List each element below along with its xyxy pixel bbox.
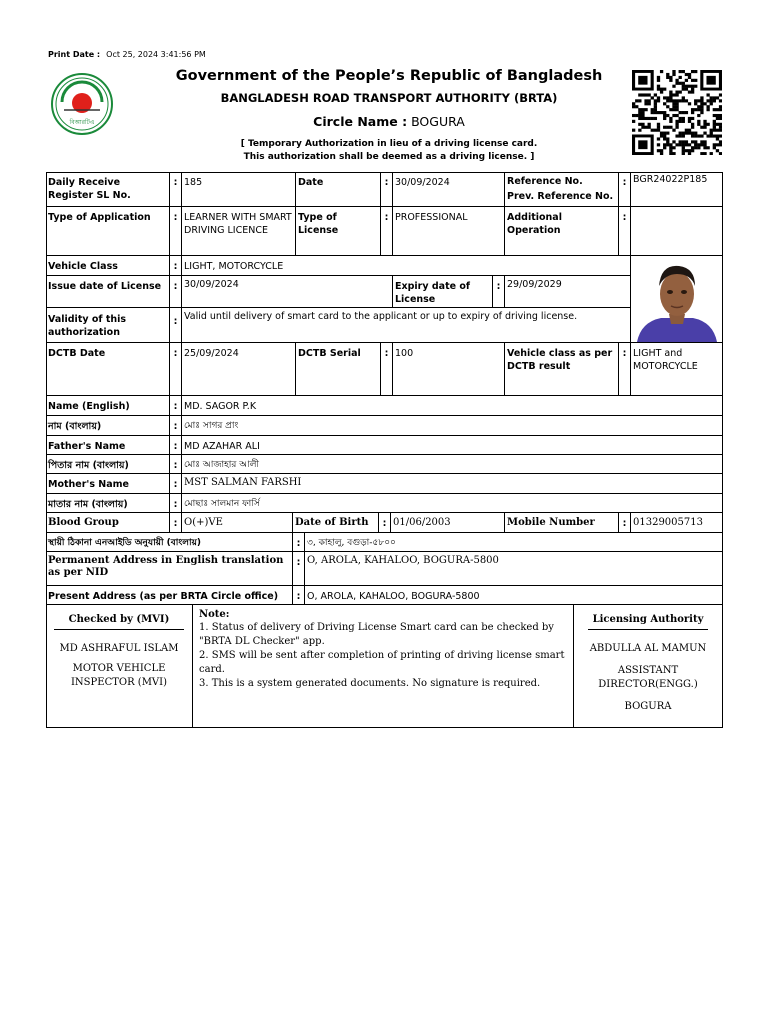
note-line-1: [ Temporary Authorization in lieu of a driving license card.: [240, 139, 538, 149]
colon: :: [170, 513, 182, 533]
permanent-address-english-value: O, AROLA, KAHALOO, BOGURA-5800: [305, 552, 723, 586]
colon: :: [619, 207, 631, 256]
name-english-label: Name (English): [46, 396, 170, 416]
colon: :: [493, 276, 505, 308]
vehicle-class-value: LIGHT, MOTORCYCLE: [182, 256, 631, 276]
permanent-address-bangla-value: ৩, কাহালু, বগুড়া-৫৮০০: [305, 533, 723, 552]
register-label: Daily Receive Register SL No.: [46, 172, 170, 207]
mobile-label: Mobile Number: [505, 513, 619, 533]
name-bangla-label: নাম (বাংলায়): [46, 416, 170, 436]
note-item: 1. Status of delivery of Driving License Smart card can be checked by "BRTA DL Checker" app.: [199, 622, 554, 647]
circle-value: BOGURA: [411, 114, 465, 129]
circle-name: [150, 114, 628, 129]
father-name-label: Father's Name: [46, 436, 170, 455]
type-application-label: Type of Application: [46, 207, 170, 256]
issue-date-value: 30/09/2024: [182, 276, 393, 308]
colon: :: [170, 308, 182, 343]
expiry-date-value: 29/09/2029: [505, 276, 631, 308]
colon: :: [170, 343, 182, 396]
authority-name: ABDULLA AL MAMUN: [589, 643, 707, 654]
type-application-value: LEARNER WITH SMART DRIVING LICENCE: [182, 207, 296, 256]
dctb-class-label: Vehicle class as per DCTB result: [505, 343, 619, 396]
colon: :: [381, 172, 393, 207]
gov-title: Government of the People’s Republic of Bangladesh: [175, 68, 603, 84]
mother-name-value: MST SALMAN FARSHI: [182, 474, 723, 494]
colon: :: [170, 207, 182, 256]
type-license-value: PROFESSIONAL: [393, 207, 505, 256]
additional-operation-value: [631, 207, 723, 256]
validity-value: Valid until delivery of smart card to the applicant or up to expiry of driving license.: [182, 308, 631, 343]
note-title: Note:: [199, 609, 230, 620]
father-name-value: MD AZAHAR ALI: [182, 436, 723, 455]
permanent-address-english-label: Permanent Address in English translation as per NID: [46, 552, 293, 586]
colon: :: [379, 513, 391, 533]
colon: :: [381, 343, 393, 396]
vehicle-class-label: Vehicle Class: [46, 256, 170, 276]
circle-label: Circle Name :: [313, 114, 408, 129]
colon: :: [619, 513, 631, 533]
authority-place: BOGURA: [624, 701, 672, 712]
authority-title: BANGLADESH ROAD TRANSPORT AUTHORITY (BRTA): [220, 91, 558, 105]
father-name-bangla-label: পিতার নাম (বাংলায়): [46, 455, 170, 474]
applicant-photo: [633, 256, 721, 342]
mother-name-bangla-value: মোছাঃ সালমান ফার্সি: [182, 494, 723, 513]
colon: :: [293, 586, 305, 605]
qr-code: [632, 70, 722, 155]
mvi-name: MD ASHRAFUL ISLAM: [59, 643, 179, 654]
licensing-authority-section: [574, 605, 723, 728]
note-item: 2. SMS will be sent after completion of printing of driving license smart card.: [199, 650, 565, 675]
mvi-designation: MOTOR VEHICLE INSPECTOR (MVI): [70, 663, 168, 688]
note-list: [199, 621, 567, 691]
dctb-class-value: LIGHT and MOTORCYCLE: [631, 343, 723, 396]
dob-label: Date of Birth: [293, 513, 379, 533]
authority-designation: ASSISTANT DIRECTOR(ENGG.): [598, 665, 698, 690]
additional-operation-label: Additional Operation: [505, 207, 619, 256]
colon: :: [293, 552, 305, 586]
ref-value: BGR24022P185: [631, 172, 723, 207]
date-label: Date: [296, 172, 381, 207]
dctb-serial-value: 100: [393, 343, 505, 396]
colon: :: [170, 494, 182, 513]
colon: :: [619, 343, 631, 396]
note-line-2: This authorization shall be deemed as a driving license. ]: [243, 152, 535, 162]
checked-by-title: Checked by (MVI): [54, 613, 184, 630]
colon: :: [170, 396, 182, 416]
register-value: 185: [182, 172, 296, 207]
name-bangla-value: মোঃ সাগর প্রাং: [182, 416, 723, 436]
ref-labels: [505, 172, 619, 207]
present-address-label: Present Address (as per BRTA Circle office): [46, 586, 293, 605]
name-english-value: MD. SAGOR P.K: [182, 396, 723, 416]
brta-logo: [50, 72, 114, 136]
prev-ref-label: Prev. Reference No.: [507, 191, 614, 202]
issue-date-label: Issue date of License: [46, 276, 170, 308]
present-address-value: O, AROLA, KAHALOO, BOGURA-5800: [305, 586, 723, 605]
colon: :: [170, 436, 182, 455]
permanent-address-bangla-label: স্থায়ী ঠিকানা এনআইডি অনুযায়ী (বাংলায়): [46, 533, 293, 552]
print-date-value: Oct 25, 2024 3:41:56 PM: [106, 50, 206, 59]
note-item: 3. This is a system generated documents. No signature is required.: [199, 678, 541, 689]
date-value: 30/09/2024: [393, 172, 505, 207]
print-date: [48, 50, 206, 59]
colon: :: [293, 533, 305, 552]
dob-value: 01/06/2003: [391, 513, 505, 533]
dctb-date-value: 25/09/2024: [182, 343, 296, 396]
colon: :: [619, 172, 631, 207]
colon: :: [170, 416, 182, 436]
expiry-date-label: Expiry date of License: [393, 276, 493, 308]
authorization-note: [150, 138, 628, 164]
validity-label: Validity of this authorization: [46, 308, 170, 343]
ref-label: Reference No.: [507, 176, 583, 187]
type-license-label: Type of License: [296, 207, 381, 256]
colon: :: [170, 455, 182, 474]
blood-group-value: O(+)VE: [182, 513, 293, 533]
dctb-serial-label: DCTB Serial: [296, 343, 381, 396]
licensing-authority-title: Licensing Authority: [588, 613, 708, 630]
mother-name-label: Mother's Name: [46, 474, 170, 494]
logo-text: বিআরটিএ: [69, 119, 95, 126]
blood-group-label: Blood Group: [46, 513, 170, 533]
checked-by-section: [46, 605, 193, 728]
colon: :: [170, 474, 182, 494]
colon: :: [170, 256, 182, 276]
dctb-date-label: DCTB Date: [46, 343, 170, 396]
print-date-label: Print Date :: [48, 50, 101, 59]
note-section: [193, 605, 574, 728]
colon: :: [170, 172, 182, 207]
colon: :: [170, 276, 182, 308]
father-name-bangla-value: মোঃ আজাহার আলী: [182, 455, 723, 474]
mother-name-bangla-label: মাতার নাম (বাংলায়): [46, 494, 170, 513]
mobile-value: 01329005713: [631, 513, 723, 533]
colon: :: [381, 207, 393, 256]
